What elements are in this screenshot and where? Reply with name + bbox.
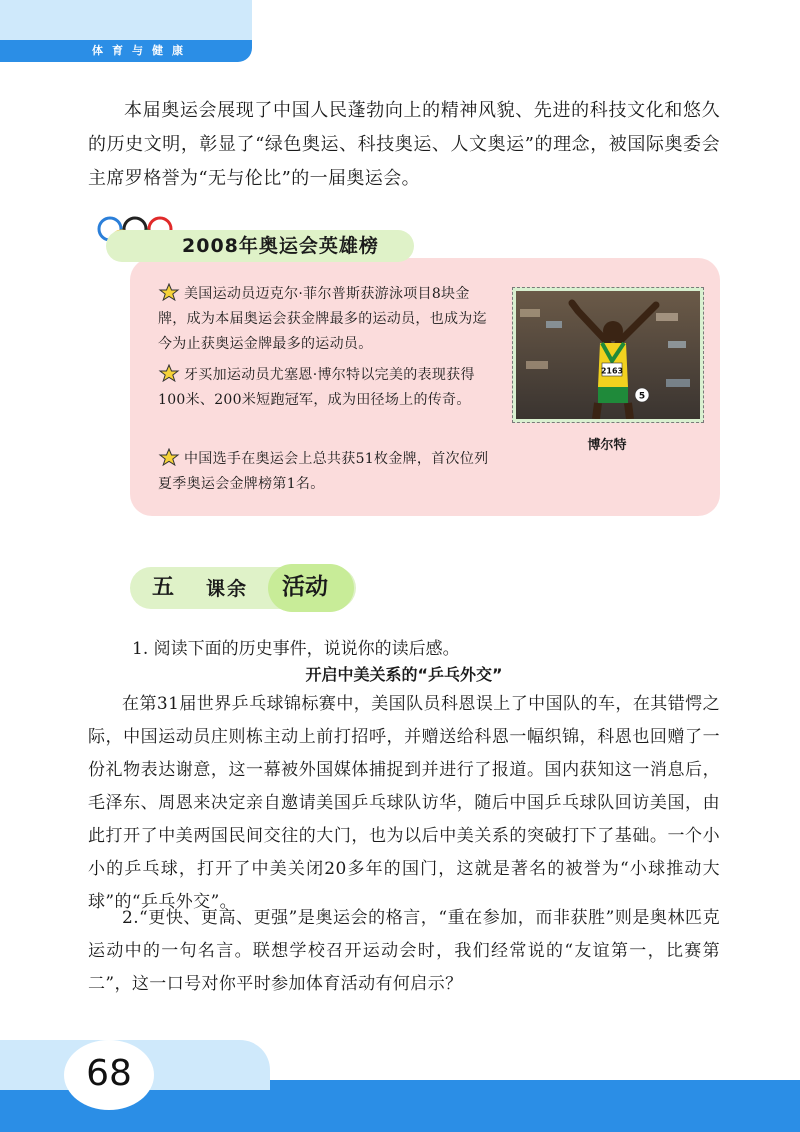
star-icon [158,283,180,301]
hero-item-text: 美国运动员迈克尔·菲尔普斯获游泳项目8块金牌，成为本届奥运会获金牌最多的运动员，也成为迄今为止获奥运金牌最多的运动员。 [158,286,487,352]
question-2: 2.“更快、更高、更强”是奥运会的格言，“重在参加，而非获胜”则是奥林匹克运动中的一句名言。联想学校召开运动会时，我们经常说的“友谊第一，比赛第二”，这一口号对你平时参加体育活动有何启示？ [88,908,720,994]
section-number: 五 [152,575,175,600]
story-paragraph: 在第31届世界乒乓球锦标赛中，美国队员科恩误上了中国队的车，在其错愕之际，中国运动员庄则栋主动上前打招呼，并赠送给科恩一幅织锦，科恩也回赠了一份礼物表达谢意，这一幕被外国媒体捕捉到并进行了报道。国内获知这一消息后，毛泽东、周恩来决定亲自邀请美国乒乓球队访华，随后中国乒乓球队回访美国，由此打开了中美两国民间交往的大门，也为以后中美关系的突破打下了基础。一个小小的乒乓球，打开了中美关闭20多年的国门，这就是著名的被誉为“小球推动大球”的“乒乓外交”。 [88,694,720,912]
hero-item [158,363,498,413]
photo-frame [512,287,704,423]
star-icon [158,364,180,382]
star-icon [158,448,180,466]
intro-paragraph: 本届奥运会展现了中国人民蓬勃向上的精神风貌、先进的科技文化和悠久的历史文明，彰显了“绿色奥运、科技奥运、人文奥运”的理念，被国际奥委会主席罗格誉为“无与伦比”的一届奥运会。 [88,100,720,189]
heroes-title: 2008年奥运会英雄榜 [182,235,379,257]
section-label: 课余 [206,578,249,600]
hero-item-text: 中国选手在奥运会上总共获51枚金牌，首次位列夏季奥运会金牌榜第1名。 [158,451,489,492]
bolt-photo [516,291,700,419]
story-title: 开启中美关系的“乒乓外交” [305,665,503,684]
lane-number: 5 [638,391,646,402]
bolt-photo-illustration [516,291,700,419]
hero-item [158,282,498,357]
photo-caption: 博尔特 [587,438,627,453]
section-activity: 活动 [282,574,328,600]
bib-number: 2163 [600,366,624,376]
header-light-band [0,0,252,42]
hero-item [158,447,498,497]
question-1: 1. 阅读下面的历史事件，说说你的读后感。 [132,639,460,659]
page-number: 68 [86,1053,132,1094]
header-title: 体育与健康 [92,44,192,57]
hero-item-text: 牙买加运动员尤塞恩·博尔特以完美的表现获得100米、200米短跑冠军，成为田径场上的传奇。 [158,367,475,408]
